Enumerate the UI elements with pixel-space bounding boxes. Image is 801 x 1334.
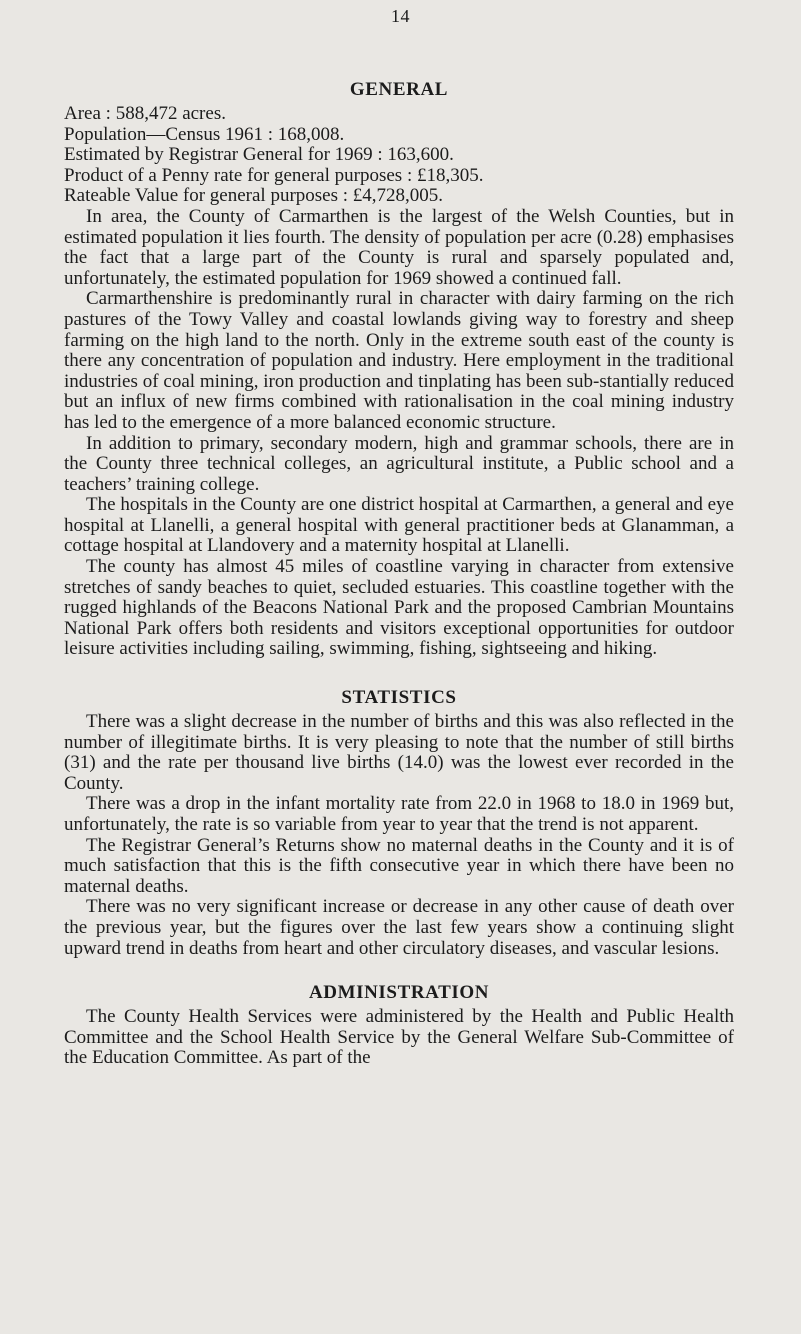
page-content <box>64 78 734 1069</box>
section-administration <box>64 981 734 1069</box>
paragraph: Carmarthenshire is predominantly rural in character with dairy farming on the rich pastures of the Towy Valley and coastal lowlands giving way to forestry and sheep farming on the high land to the north. Only in the extreme south east of the county is there any concentration of population and industry. Here employment in the traditional industries of coal mining, iron production and tinplating has been sub-stantially reduced but an influx of new firms combined with rationalisation in the coal mining industry has led to the emergence of a more balanced economic structure. <box>64 288 734 433</box>
fact-penny-rate: Product of a Penny rate for general purposes : £18,305. <box>64 164 484 186</box>
paragraph: In addition to primary, secondary modern, high and grammar schools, there are in the County three technical colleges, an agricultural institute, a Public school and a teachers’ training college. <box>64 432 734 495</box>
section-heading-statistics: STATISTICS <box>341 687 457 709</box>
paragraph: There was a drop in the infant mortality rate from 22.0 in 1968 to 18.0 in 1969 but, unfortunately, the rate is so variable from year to year that the trend is not apparent. <box>64 793 734 835</box>
general-facts <box>64 104 734 207</box>
paragraph: The County Health Services were administered by the Health and Public Health Committee and the School Health Service by the General Welfare Sub-Committee of the Education Committee. As part of the <box>64 1006 734 1069</box>
paragraph: There was a slight decrease in the number of births and this was also reflected in the number of illegitimate births. It is very pleasing to note that the number of still births (31) and the rate per thousand live births (14.0) was the lowest ever recorded in the County. <box>64 711 734 794</box>
paragraph: The county has almost 45 miles of coastline varying in character from extensive stretches of sandy beaches to quiet, secluded estuaries. This coastline together with the rugged highlands of the Beacons National Park and the proposed Cambrian Mountains National Park offers both residents and visitors exceptional opportunities for outdoor leisure activities including sailing, swimming, fishing, sightseeing and hiking. <box>64 556 734 660</box>
fact-area: Area : 588,472 acres. <box>64 103 226 124</box>
section-general <box>64 78 734 660</box>
paragraph: In area, the County of Carmarthen is the largest of the Welsh Counties, but in estimated population it lies fourth. The density of population per acre (0.28) emphasises the fact that a large part of the County is rural and sparsely populated and, unfortunately, the estimated population for 1969 showed a continued fall. <box>64 205 734 289</box>
section-statistics <box>64 686 734 959</box>
fact-estimated-population: Estimated by Registrar General for 1969 : 163,600. <box>64 144 454 166</box>
fact-rateable-value: Rateable Value for general purposes : £4,728,005. <box>64 185 444 207</box>
paragraph: The Registrar General’s Returns show no maternal deaths in the County and it is of much satisfaction that this is the fifth consecutive year in which there have been no maternal deaths. <box>64 834 734 897</box>
page-number: 14 <box>391 6 410 26</box>
paragraph: There was no very significant increase or decrease in any other cause of death over the previous year, but the figures over the last few years show a continuing slight upward trend in deaths from heart and other circulatory diseases, and vascular lesions. <box>64 896 734 959</box>
paragraph: The hospitals in the County are one district hospital at Carmarthen, a general and eye hospital at Llanelli, a general hospital with general practitioner beds at Glanamman, a cottage hospital at Llandovery and a maternity hospital at Llanelli. <box>64 494 734 557</box>
section-heading-general: GENERAL <box>349 79 449 100</box>
section-heading-administration: ADMINISTRATION <box>308 982 490 1004</box>
fact-population-census: Population—Census 1961 : 168,008. <box>64 123 345 145</box>
